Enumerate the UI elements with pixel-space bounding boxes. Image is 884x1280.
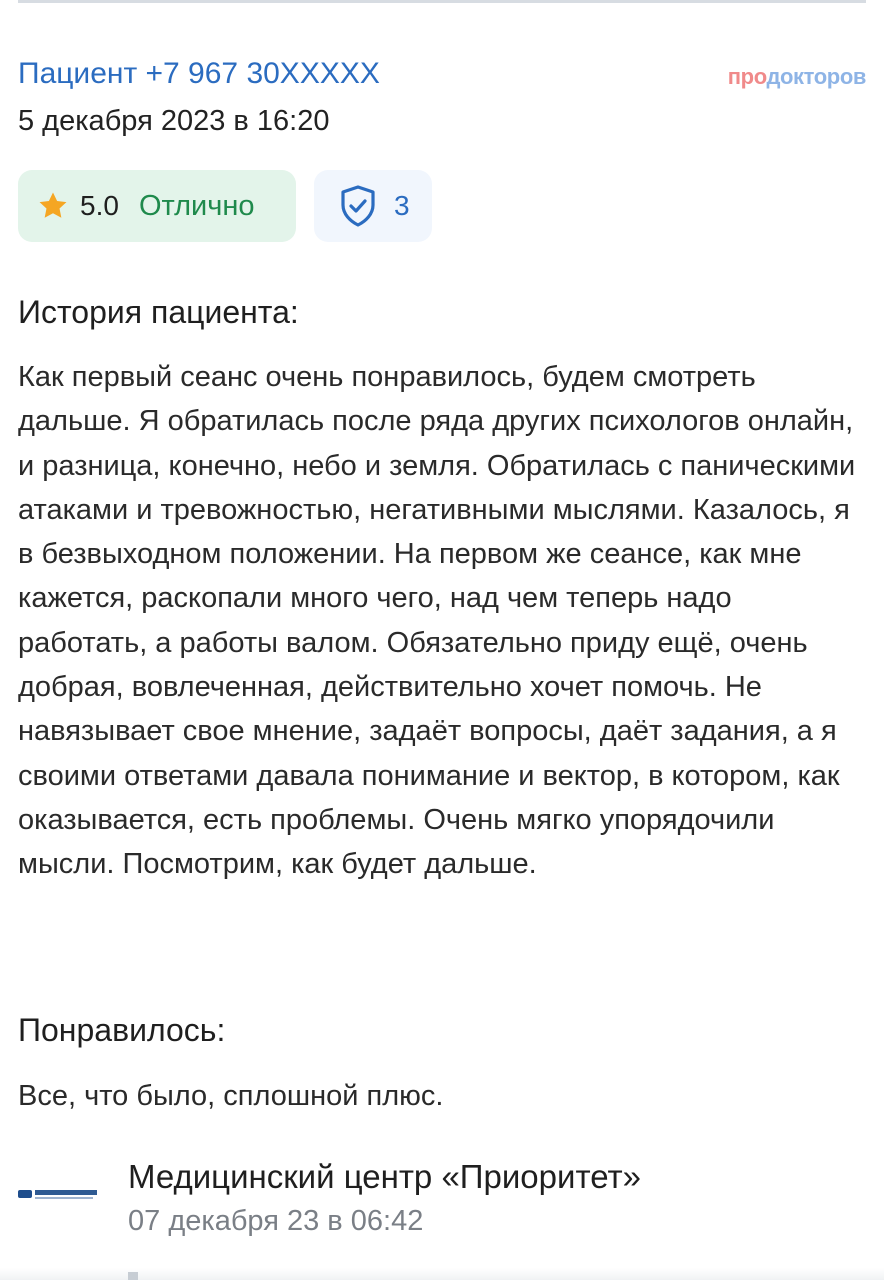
shield-check-icon <box>334 182 382 230</box>
verified-badge[interactable] <box>314 170 432 242</box>
review-date: 5 декабря 2023 в 16:20 <box>18 105 330 137</box>
story-heading: История пациента: <box>18 294 299 330</box>
rating-label: Отлично <box>138 189 255 222</box>
top-divider <box>18 0 866 3</box>
clinic-logo-subline <box>35 1197 93 1199</box>
cut-off-content <box>128 1272 138 1280</box>
rating-badge <box>18 170 296 242</box>
clinic-logo-wordmark <box>35 1190 97 1199</box>
reply-date: 07 декабря 23 в 06:42 <box>128 1205 424 1237</box>
clinic-logo-mark <box>18 1190 32 1198</box>
clinic-name[interactable]: Медицинский центр «Приоритет» <box>128 1158 641 1195</box>
rating-value: 5.0 <box>80 190 119 221</box>
logo-part-pro: про <box>727 64 767 89</box>
liked-heading: Понравилось: <box>18 1012 226 1048</box>
prodoctorov-logo[interactable] <box>728 64 866 90</box>
clinic-logo <box>18 1187 100 1201</box>
star-icon <box>36 189 70 223</box>
verified-count: 3 <box>394 190 410 221</box>
clinic-logo-line <box>35 1190 97 1195</box>
story-text: Как первый сеанс очень понравилось, будем смотреть дальше. Я обратилась после ряда других психологов онлайн, и разница, конечно, небо и земля. Обратилась с паническими атаками и тревожностью, негативными мыслями. Казалось, я в безвыходном положении. На первом же сеансе, как мне кажется, раскопали много чего, над чем теперь надо работать, а работы валом. Обязательно приду ещё, очень добрая, вовлеченная, действительно хочет помочь. Не навязывает свое мнение, задаёт вопросы, даёт задания, а я своими ответами давала понимание и вектор, в котором, как оказывается, есть проблемы. Очень мягко упорядочили мысли. Посмотрим, как будет дальше. <box>18 361 856 881</box>
logo-part-doc: докторов <box>766 64 866 89</box>
liked-text: Все, что было, сплошной плюс. <box>18 1080 444 1112</box>
review-author-link[interactable]: Пациент +7 967 30XXXXX <box>18 57 380 90</box>
